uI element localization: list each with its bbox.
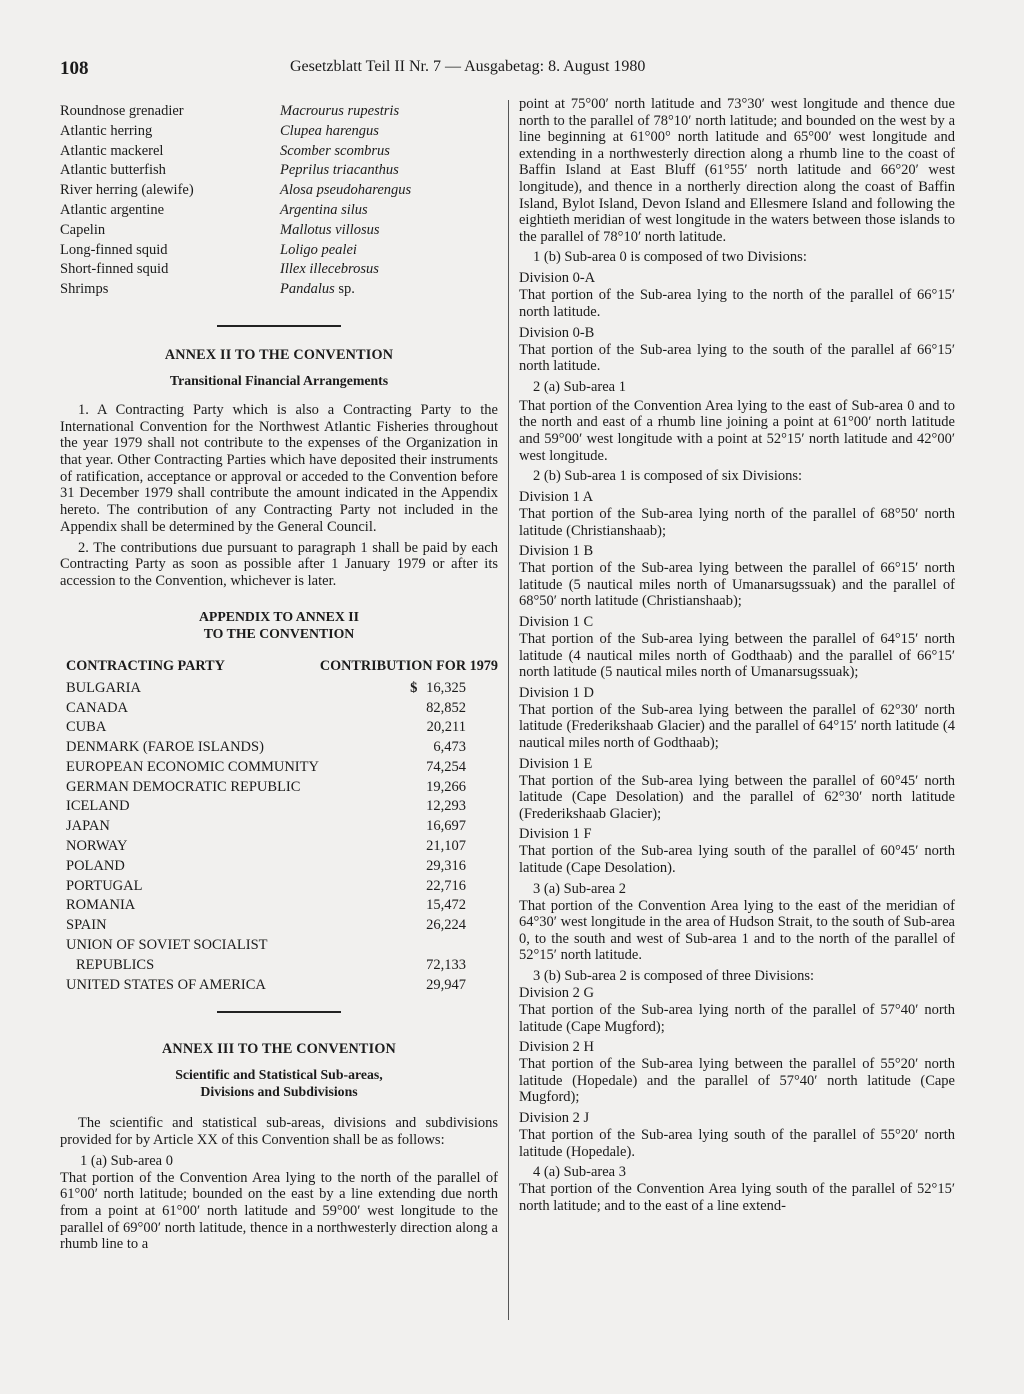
contribution-amount: 29,316 [426,857,466,874]
column-divider [508,100,509,1320]
species-latin-name: Alosa pseudoharengus [280,182,412,199]
party-name-line-2: REPUBLICS [76,956,155,973]
species-common-name: Atlantic butterfish [60,162,166,179]
party-name: EUROPEAN ECONOMIC COMMUNITY [66,758,319,775]
party-name [60,936,366,976]
division-0a-label: Division 0-A [519,270,596,287]
party-name: UNITED STATES OF AMERICA [66,976,266,993]
division-1a-text: That portion of the Sub-area lying north of the parallel of 68°50′ north latitude (Christianshaab); [519,506,955,539]
currency-symbol: $ [410,679,418,696]
division-1b-text: That portion of the Sub-area lying between the parallel of 66°15′ north latitude (5 nautical miles north of Umanarsugssuak) and the parallel of 68°50′ north latitude (Christianshaab); [519,560,955,610]
table-row [60,699,498,719]
sub-area-1b-heading: 2 (b) Sub-area 1 is composed of six Divisions: [533,468,803,485]
species-row [60,122,498,142]
sub-area-3a-label: 4 (a) Sub-area 3 [533,1164,626,1181]
party-name-line-1: UNION OF SOVIET SOCIALIST [66,937,268,954]
contribution-amount: 6,473 [433,739,466,756]
appendix-title-line-1: APPENDIX TO ANNEX II [198,608,360,624]
party-name: CUBA [66,719,107,736]
appendix-table-header [60,658,498,675]
species-row [60,181,498,201]
sub-area-0-continuation: point at 75°00′ north latitude and 73°30′ west longitude and thence due north to the parallel of 78°10′ north latitude; and bounded on the west by a line beginning at 61°00° north latitude and 65°00′ west longitude and extending in a northwesterly direction along a rhumb line to the coast of Baffin Island at East Bluff (61°55′ north latitude and 66°20′ west longitude), and thence in a northerly direction along the coast of Baffin Island, Bylot Island, Devon Island and Ellesmere Island and following the eightieth meridian of west longitude in the waters between those islands to the parallel of 78°10′ north latitude. [519,96,955,245]
table-row [60,817,498,837]
sub-area-1a-text: That portion of the Convention Area lying to the east of Sub-area 0 and to the north and east of a rhumb line joining a point at 61°00′ north latitude and 59°00′ west longitude with a point at 52°15′ north latitude and 42°00′ west longitude. [519,397,955,464]
contribution-amount: 21,107 [426,838,466,855]
annex-3-subtitle-line-2: Divisions and Subdivisions [200,1084,358,1100]
annex-3-intro: The scientific and statistical sub-areas, divisions and subdivisions provided for by Article XX of this Convention shall be as follows: [60,1115,498,1149]
annex-3-subtitle-line-1: Scientific and Statistical Sub-areas, [175,1067,383,1083]
appendix-title-line-2: TO THE CONVENTION [203,625,355,641]
division-1f-label: Division 1 F [519,826,592,843]
contribution-amount: 19,266 [426,778,466,795]
division-2j-text: That portion of the Sub-area lying south of the parallel of 55°20′ north latitude (Hopedale). [519,1126,955,1160]
annex-2-paragraph-1: 1. A Contracting Party which is also a Contracting Party to the International Convention for the Northwest Atlantic Fisheries throughout the year 1979 shall not contribute to the expenses of the Organization in that year. Other Contracting Parties which have deposited their instruments of ratification, acceptance or approval or acceded to the Convention before 31 December 1979 shall contribute the amount indicated in the Appendix hereto. The contribution of any Contracting Party not included in the Appendix shall be determined by the General Council. [60,401,498,535]
division-1e-label: Division 1 E [519,755,593,772]
contribution-amount: 12,293 [426,798,466,815]
species-common-name: Long-finned squid [60,241,168,258]
division-2h-label: Division 2 H [519,1039,594,1056]
amount-value: 16,325 [426,679,466,696]
division-2j-label: Division 2 J [519,1109,590,1126]
annex-2-paragraph-2: 2. The contributions due pursuant to paragraph 1 shall be paid by each Contracting Party as soon as possible after 1 January 1979 or after its accession to the Convention, whichever is later. [60,539,498,589]
contribution-amount: 16,697 [426,818,466,835]
page-header [60,58,960,80]
division-2g-label: Division 2 G [519,984,594,1001]
species-row [60,280,498,300]
right-column [519,96,955,1214]
table-row [60,758,498,778]
annex-2-title: ANNEX II TO THE CONVENTION [164,346,394,363]
annex-2-subtitle: Transitional Financial Arrangements [169,372,389,388]
species-latin-name: Illex illecebrosus [280,261,379,278]
division-1e-text: That portion of the Sub-area lying between the parallel of 60°45′ north latitude (Cape Desolation) and the parallel of 62°30′ north latitude (Frederikshaab Glacier); [519,772,955,822]
party-name: GERMAN DEMOCRATIC REPUBLIC [66,778,301,795]
species-row [60,201,498,221]
party-name: CANADA [66,699,129,716]
contribution-amount: 15,472 [426,897,466,914]
species-common-name: Atlantic argentine [60,201,165,218]
contribution-amount: 22,716 [426,877,466,894]
species-list [60,102,498,300]
table-row [60,936,498,976]
species-latin-name: Argentina silus [280,201,368,218]
table-row [60,679,498,699]
table-row [60,738,498,758]
sub-area-2a-text: That portion of the Convention Area lying to the east of the meridian of 64°30′ west longitude in the area of Hudson Strait, to the south of Sub-area 0, to the south and west of Sub-area 1 and to the north of the parallel of 52°15′ north latitude. [519,897,955,964]
division-1a-label: Division 1 A [519,489,594,506]
party-name: ROMANIA [66,897,136,914]
division-1d-text: That portion of the Sub-area lying between the parallel of 62°30′ north latitude (Frederikshaab Glacier) and the parallel of 64°15′ north latitude (4 nautical miles north of Godthaab); [519,701,955,752]
party-name: POLAND [66,857,125,874]
column-header-party: CONTRACTING PARTY [66,657,225,674]
division-0b-text: That portion of the Sub-area lying to the south of the parallel af 66°15′ north latitude. [519,341,955,375]
species-latin-suffix: sp. [334,281,355,298]
column-header-contribution: CONTRIBUTION FOR 1979 [319,657,498,674]
species-latin-name: Peprilus triacanthus [280,162,399,179]
table-row [60,896,498,916]
species-latin-name-group [280,280,355,300]
species-latin-name: Loligo pealei [280,241,357,258]
party-name: SPAIN [66,917,107,934]
table-row [60,916,498,936]
page-number: 108 [60,58,89,79]
species-common-name: River herring (alewife) [60,182,194,199]
species-latin-name: Macrourus rupestris [280,103,400,119]
species-common-name: Capelin [60,221,106,238]
table-row [60,857,498,877]
party-name: PORTUGAL [66,877,143,894]
contribution-amount [366,679,498,699]
division-1b-label: Division 1 B [519,543,594,560]
contribution-amount: 72,133 [426,956,466,973]
species-latin-name: Pandalus [280,281,335,298]
table-row [60,778,498,798]
party-name: BULGARIA [66,679,141,696]
left-column [60,102,498,1253]
party-name: ICELAND [66,798,130,815]
contribution-amount: 74,254 [426,758,466,775]
division-2h-text: That portion of the Sub-area lying between the parallel of 55°20′ north latitude (Hopedale) and the parallel of 57°40′ north latitude (Cape Mugford); [519,1056,955,1106]
species-row [60,161,498,181]
table-row [60,837,498,857]
species-latin-name: Clupea harengus [280,122,379,139]
sub-area-2a-label: 3 (a) Sub-area 2 [533,880,626,897]
sub-area-0b-heading: 1 (b) Sub-area 0 is composed of two Divisions: [533,249,807,266]
division-1c-text: That portion of the Sub-area lying between the parallel of 64°15′ north latitude (4 nautical miles north of Godthaab) and the parallel of 66°15′ north latitude (5 nautical miles north of Umanarsugssuak); [519,631,955,681]
species-row [60,221,498,241]
sub-area-1a-label: 2 (a) Sub-area 1 [533,378,626,395]
division-1c-label: Division 1 C [519,614,594,631]
party-name: DENMARK (FAROE ISLANDS) [66,739,264,756]
division-0b-label: Division 0-B [519,324,595,341]
species-common-name: Atlantic mackerel [60,142,164,159]
division-2g-text: That portion of the Sub-area lying north of the parallel of 57°40′ north latitude (Cape Mugford); [519,1001,955,1035]
species-row [60,241,498,261]
table-row [60,976,498,996]
species-row [60,102,498,122]
division-1f-text: That portion of the Sub-area lying south of the parallel of 60°45′ north latitude (Cape Desolation). [519,843,955,876]
division-1d-label: Division 1 D [519,684,594,701]
division-0a-text: That portion of the Sub-area lying to the north of the parallel of 66°15′ north latitude. [519,287,955,320]
species-row [60,260,498,280]
sub-area-0-label: 1 (a) Sub-area 0 [80,1152,173,1169]
species-common-name: Atlantic herring [60,122,153,139]
contribution-amount: 82,852 [426,699,466,716]
party-name: NORWAY [66,838,128,855]
annex-3-title: ANNEX III TO THE CONVENTION [161,1041,397,1058]
species-common-name: Roundnose grenadier [60,103,184,119]
table-row [60,877,498,897]
table-row [60,797,498,817]
sub-area-2b-heading: 3 (b) Sub-area 2 is composed of three Divisions: [533,967,815,984]
species-common-name: Shrimps [60,281,109,298]
table-row [60,718,498,738]
sub-area-0-text: That portion of the Convention Area lying to the north of the parallel of 61°00′ north latitude; bounded on the east by a line extending due north from a point at 61°00′ north latitude and 59°00′ west longitude to the parallel of 69°00′ north latitude, thence in a northwesterly direction along a rhumb line to a [60,1169,498,1253]
contribution-amount: 20,211 [426,719,466,736]
contribution-amount: 26,224 [426,917,466,934]
species-latin-name: Mallotus villosus [280,221,380,238]
contributions-table [60,679,498,996]
sub-area-3a-text: That portion of the Convention Area lying south of the parallel of 52°15′ north latitude; and to the east of a line extend- [519,1181,955,1214]
species-common-name: Short-finned squid [60,261,169,278]
species-latin-name: Scomber scombrus [280,142,390,159]
contribution-amount: 29,947 [426,976,466,993]
species-row [60,142,498,162]
header-title: Gesetzblatt Teil II Nr. 7 — Ausgabetag: 8. August 1980 [290,58,646,75]
party-name: JAPAN [66,818,110,835]
